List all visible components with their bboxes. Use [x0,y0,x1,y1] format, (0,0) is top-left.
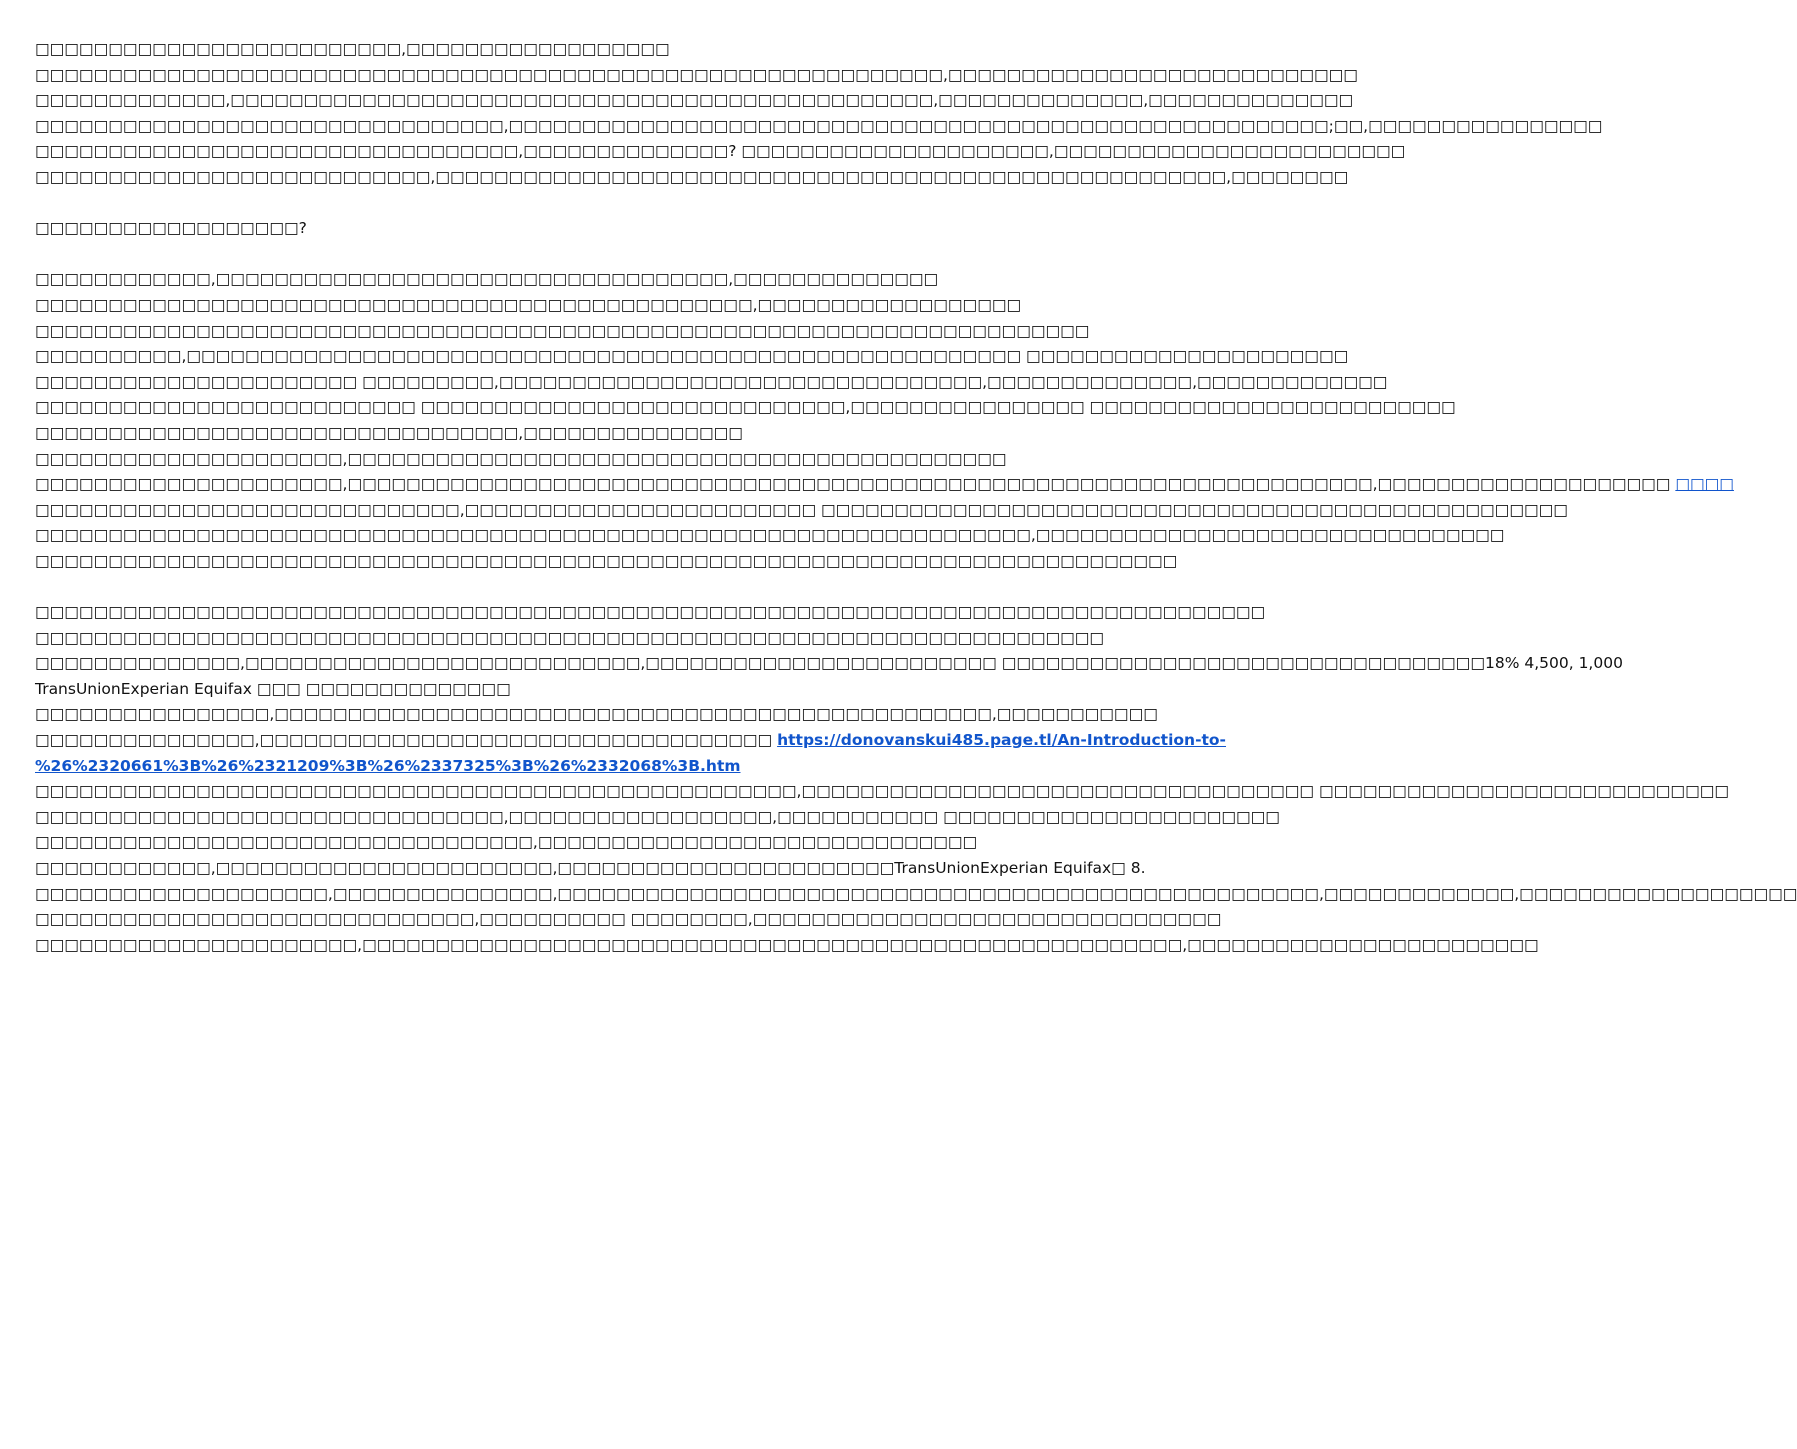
text-line: □□□□□□□□□□□□□□,□□□□□□□□□□□□□□□□□□□□□□□□□□□,□□□□□□□□□□□□□□□□□□□□□□□□ □□□□□□□□□□□□□□□□□□□□□□□□□□□□□□□□□18% 4,500, 1,000 [35,654,1623,673]
text-line: □□□□□□□□□□□□□□□□□□□□□□□□□□ □□□□□□□□□□□□□□□□□□□□□□□□□□□□□,□□□□□□□□□□□□□□□□ □□□□□□□□□□□□□□□□□□□□□□□□□ [35,398,1456,417]
url-link-continued[interactable]: %26%2320661%3B%26%2321209%3B%26%2337325%3B%26%2332068%3B.htm [35,756,741,775]
url-link[interactable]: https://donovanskui485.page.tl/An-Introduction-to- [777,731,1226,750]
text-line: □□□□□□□□□□□□□□□□□□□□□□□□□□□□□□□□□□□□□□□□□□□□□□□□□□□□□□□□□□□□□□□□□□□□□□□□□□□□□□□□□□□□ [35,603,1266,622]
paragraph-2 [35,267,1734,574]
text-line: □□□□□□□□□□□□□□□□□□□□□□□□□,□□□□□□□□□□□□□□□□□□ [35,40,670,58]
text-line: □□□□□□□□□□□□□□□□□□□□□□□□□□□□□□□□□□□□□□□□□□□□□□□□□,□□□□□□□□□□□□□□□□□□ [35,295,1022,314]
text-line: □□□□□□□□□□□□□□□□□□□□□□,□□□□□□□□□□□□□□□□□□□□□□□□□□□□□□□□□□□□□□□□□□□□□□□□□□□□□□□□,□□□□□□□□□□□□□□□□□□□□□□□□ [35,935,1539,954]
text-line: □□□□□□□□□□□□□□□□□□□□□□□□□□□□□,□□□□□□□□□□□□□□□□□□□□□□□□ □□□□□□□□□□□□□□□□□□□□□□□□□□□□□□□□□□□□□□□□□□□□□□□□□□□ [35,500,1568,519]
text-line: □□□□□□□□□□□□□□□□□□□□□□□□□□□□□□□□□□□□□□□□□□□□□□□□□□□□□□□□□□□□□□,□□□□□□□□□□□□□□□□□□□□□□□□□□□□ [35,65,1358,84]
text-line: TransUnionExperian Equifax □□□ □□□□□□□□□□□□□□ [35,679,511,698]
text-line: □□□□□□□□□□□□□□□□□□□□□□ □□□□□□□□□,□□□□□□□□□□□□□□□□□□□□□□□□□□□□□□□□□,□□□□□□□□□□□□□□,□□□□□□□□□□□□□ [35,372,1388,391]
text-segment: □□□□□□□□□□□□□□□,□□□□□□□□□□□□□□□□□□□□□□□□□□□□□□□□□□□ [35,731,778,750]
text-line: □□□□□□□□□□□□□□□□,□□□□□□□□□□□□□□□□□□□□□□□□□□□□□□□□□□□□□□□□□□□□□□□□□,□□□□□□□□□□□ [35,705,1158,724]
text-line: □□□□□□□□□□□□□□□□□□□□□,□□□□□□□□□□□□□□□□□□□□□□□□□□□□□□□□□□□□□□□□□□□□□ [35,449,1007,468]
text-line-with-link [35,754,995,780]
section-question: □□□□□□□□□□□□□□□□□□? [35,219,307,238]
text-line: □□□□□□□□□□□□□□□□□□□□□□□□□□□□□□□□□,□□□□□□□□□□□□□□□ [35,423,743,442]
text-line-with-link [35,728,1226,754]
inline-link[interactable]: □□□□ [1675,475,1734,494]
text-line: □□□□□□□□□□□□□□□□□□□□□□□□□□□□□□□□□□□□□□□□□□□□□□□□□□□□□□□□□□□□□□□□□□□□,□□□□□□□□□□□□□□□□□□□□□□□□□□□□□□□□ [35,526,1505,545]
text-line: □□□□□□□□□□□□,□□□□□□□□□□□□□□□□□□□□□□□□□□□□□□□□□□□,□□□□□□□□□□□□□□ [35,270,939,289]
text-line: □□□□□□□□□□□□□,□□□□□□□□□□□□□□□□□□□□□□□□□□□□□□□□□□□□□□□□□□□□□□□□,□□□□□□□□□□□□□□,□□□□□□□□□□□□□□ [35,91,1354,110]
text-line: □□□□□□□□□□□□□□□□□□□□□□□□□□□□□□□□,□□□□□□□□□□□□□□□□□□,□□□□□□□□□□□ □□□□□□□□□□□□□□□□□□□□□□□ [35,807,1280,826]
text-line: □□□□□□□□□□□□□□□□□□□□□□□□□□□,□□□□□□□□□□□□□□□□□□□□□□□□□□□□□□□□□□□□□□□□□□□□□□□□□□□□□□,□□□□□□□□ [35,167,1349,186]
text-segment: □□□□□□□□□□□□□□□□□□□□□,□□□□□□□□□□□□□□□□□□□□□□□□□□□□□□□□□□□□□□□□□□□□□□□□□□□□□□□□□□□□□□□□□□□□□□,□□□□□□□□□□□□□□□□□□□□ [35,475,1676,494]
paragraph-3 [35,600,1797,958]
text-line: □□□□□□□□□□□□□□□□□□□□□□□□□□□□□□□□□□□□□□□□□□□□□□□□□□□□□□□□□□□□□□□□□□□□□□□□□ [35,628,1105,647]
text-line: □□□□□□□□□□□□□□□□□□□□□□□□□□□□□□□□□□,□□□□□□□□□□□□□□□□□□□□□□□□□□□□□□ [35,833,978,852]
text-line: □□□□□□□□□□□□□□□□□□□□□□□□□□□□□□□□□□□□□□□□□□□□□□□□□□□□□□□□□□□□□□□□□□□□□□□□□□□□□□ [35,551,1178,570]
text-line: □□□□□□□□□□□□□□□□□□□□□□□□□□□□□□□□□,□□□□□□□□□□□□□□? □□□□□□□□□□□□□□□□□□□□□,□□□□□□□□□□□□□□□□□□□□□□□□ [35,142,1406,161]
document-body [35,37,1797,958]
text-line: □□□□□□□□□□□□□□□□□□□□□□□□□□□□□□,□□□□□□□□□□ □□□□□□□□,□□□□□□□□□□□□□□□□□□□□□□□□□□□□□□□□ [35,910,1222,929]
text-line: □□□□□□□□□□□□□□□□□□□□□□□□□□□□□□□□,□□□□□□□□□□□□□□□□□□□□□□□□□□□□□□□□□□□□□□□□□□□□□□□□□□□□□□□□;□□,□□□□□□□□□□□□□□□□ [35,116,1603,135]
text-line-with-link [35,472,1734,498]
text-line: □□□□□□□□□□□□□□□□□□□□,□□□□□□□□□□□□□□□,□□□□□□□□□□□□□□□□□□□□□□□□□□□□□□□□□□□□□□□□□□□□□□□□□□□□,□□□□□□□□□□□□□,□□□□□□□□□□□□□□□□□□□ [35,884,1797,903]
text-line: □□□□□□□□□□□□□□□□□□□□□□□□□□□□□□□□□□□□□□□□□□□□□□□□□□□□,□□□□□□□□□□□□□□□□□□□□□□□□□□□□□□□□□□□ □□□□□□□□□□□□□□□□□□□□□□□□□□□□ [35,782,1730,801]
text-line: □□□□□□□□□□,□□□□□□□□□□□□□□□□□□□□□□□□□□□□□□□□□□□□□□□□□□□□□□□□□□□□□□□□□ □□□□□□□□□□□□□□□□□□□□□□ [35,347,1349,366]
paragraph-1 [35,37,1603,191]
text-line: □□□□□□□□□□□□,□□□□□□□□□□□□□□□□□□□□□□□,□□□□□□□□□□□□□□□□□□□□□□□TransUnionExperian Equifax□ 8. [35,859,1146,877]
text-line: □□□□□□□□□□□□□□□□□□□□□□□□□□□□□□□□□□□□□□□□□□□□□□□□□□□□□□□□□□□□□□□□□□□□□□□□ [35,321,1090,340]
